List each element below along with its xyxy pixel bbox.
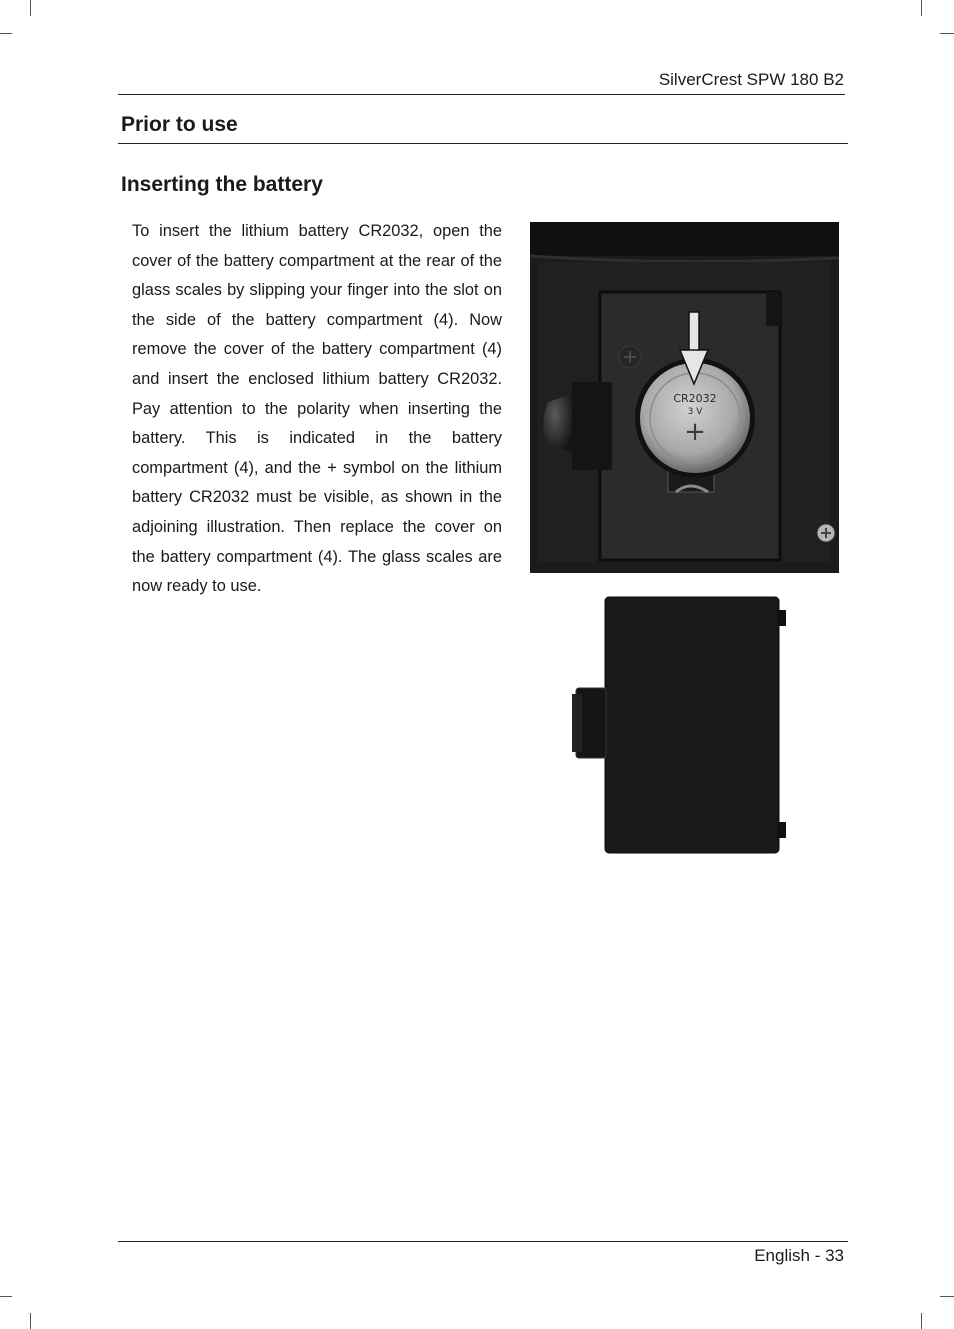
header-rule <box>118 94 845 95</box>
crop-mark <box>940 1296 954 1297</box>
crop-mark <box>30 1313 31 1329</box>
instructions-paragraph: To insert the lithium battery CR2032, open the cover of the battery compartment at the rear of the glass scales by slipping your finger into the slot on the side of the battery compartment (4). Now remove the cover of the battery compartment (4) and insert the enclosed lithium battery CR2032. Pay attention to the polarity when inserting the battery. This is indicated in the battery compartment (4), and the + symbol on the lithium battery CR2032 must be visible, as shown in the adjoining illustration. Then replace the cover on the battery compartment (4). The glass scales are now ready to use. <box>132 222 502 596</box>
crop-mark <box>0 1296 12 1297</box>
crop-mark <box>921 1313 922 1329</box>
section-title: Prior to use <box>121 113 238 136</box>
battery-cover-photo <box>572 596 790 854</box>
page-number: English - 33 <box>754 1246 844 1265</box>
crop-mark <box>921 0 922 16</box>
battery-voltage-text: 3 V <box>687 407 703 417</box>
battery-model-text: CR2032 <box>673 392 717 405</box>
crop-mark <box>30 0 31 16</box>
footer-rule <box>118 1241 848 1242</box>
running-header: SilverCrest SPW 180 B2 <box>658 70 844 89</box>
battery-compartment-photo <box>530 222 839 573</box>
polarity-symbol: + <box>684 417 706 447</box>
section-rule <box>118 143 848 144</box>
crop-mark <box>0 33 12 34</box>
crop-mark <box>940 33 954 34</box>
subsection-title: Inserting the battery <box>121 173 323 196</box>
